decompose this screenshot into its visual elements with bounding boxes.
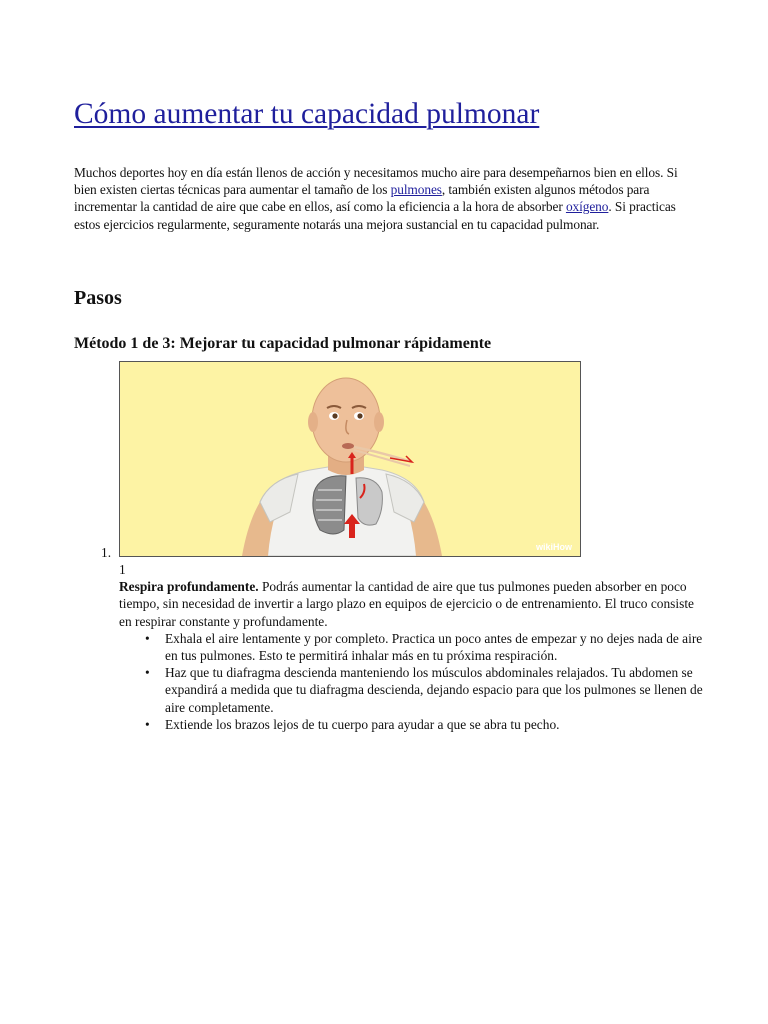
intro-text-3: . Si practicas estos ejercicios regularmente, seguramente notarás una mejora sustancial en tu capacidad pulmonar.: [74, 199, 676, 232]
link-pulmones[interactable]: pulmones: [390, 182, 442, 198]
steps-heading: Pasos: [74, 287, 122, 309]
wikihow-watermark: wikiHow: [535, 542, 572, 552]
list-item: • Exhala el aire lentamente y por completo. Practica un poco antes de empezar y no dejes nada de aire en tus pulmones. Esto te permitirá inhalar más en tu próxima respiración.: [145, 630, 703, 664]
step-body: [119, 561, 704, 733]
breathing-illustration: [120, 362, 580, 556]
intro-text-2: , también existen algunos métodos para incrementar la cantidad de aire que cabe en ellos, así como la eficiencia a la hora de absorber: [74, 182, 650, 215]
intro-text-1: Muchos deportes hoy en día están llenos de acción y necesitamos mucho aire para desempeñarnos bien en ellos. Si bien existen ciertas técnicas para aumentar el tamaño de los: [74, 165, 678, 198]
title-link[interactable]: Cómo aumentar tu capacidad pulmonar: [74, 98, 540, 130]
link-oxigeno[interactable]: oxígeno: [565, 199, 609, 215]
step-number: 1: [119, 562, 126, 577]
bullet: •: [145, 630, 150, 646]
bullet: •: [145, 665, 150, 681]
intro-paragraph: [74, 164, 702, 233]
page-title: [74, 98, 539, 131]
list-item: • Extiende los brazos lejos de tu cuerpo para ayudar a que se abra tu pecho.: [145, 716, 560, 732]
list-item: • Haz que tu diafragma descienda manteniendo los músculos abdominales relajados. Tu abdomen se expandirá a medida que tu diafragma descienda, dejando espacio para que los pulmones se llenen de aire completamente.: [145, 665, 703, 715]
step-illustration: [119, 361, 581, 557]
step-text: Podrás aumentar la cantidad de aire que tus pulmones pueden absorber en poco tiempo, sin necesidad de invertir a largo plazo en equipos de ejercicio o de entrenamiento. El truco consiste en respirar constante y profundamente.: [119, 579, 694, 629]
tips-list: [119, 630, 704, 733]
method-heading: Método 1 de 3: Mejorar tu capacidad pulmonar rápidamente: [74, 335, 492, 352]
bullet: •: [145, 716, 150, 732]
step-title: Respira profundamente.: [119, 579, 259, 595]
step-description: [119, 578, 704, 630]
step-list-marker: 1.: [101, 545, 112, 560]
